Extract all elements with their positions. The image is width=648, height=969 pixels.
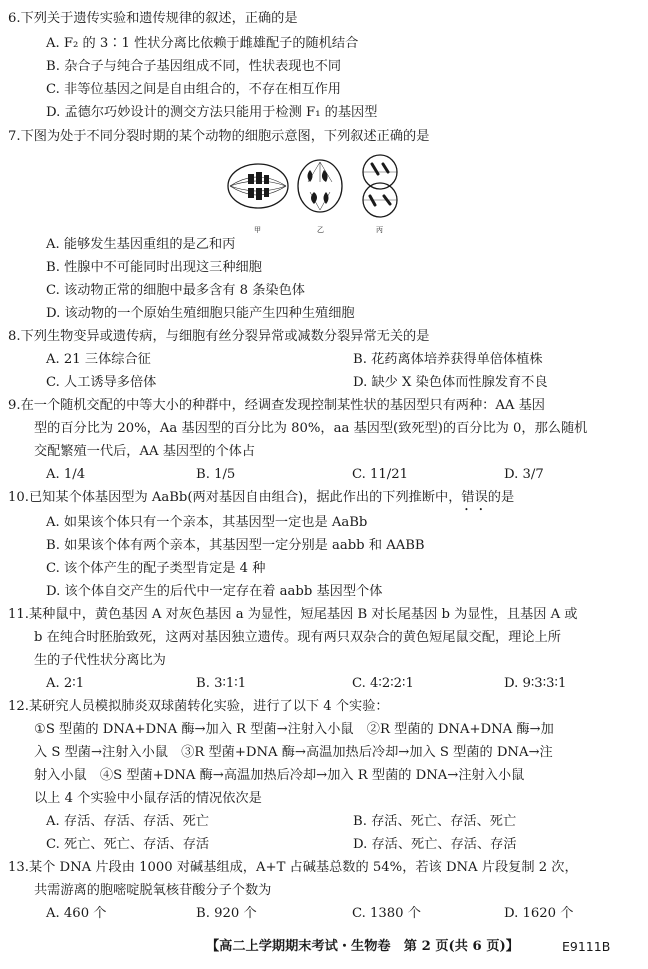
q9-option-d: D. 3/7 — [504, 467, 544, 482]
q12-option-b: B. 存活、死亡、存活、死亡 — [353, 814, 517, 829]
q13-option-a: A. 460 个 — [46, 906, 107, 921]
q8-option-d: D. 缺少 X 染色体而性腺发育不良 — [353, 375, 548, 390]
q8-option-a: A. 21 三体综合征 — [46, 352, 151, 367]
cell-division-figure — [220, 152, 420, 234]
q7-option-b: B. 性腺中不可能同时出现这三种细胞 — [46, 260, 262, 275]
q9-option-a: A. 1/4 — [46, 467, 86, 482]
q7-stem: 7.下图为处于不同分裂时期的某个动物的细胞示意图，下列叙述正确的是 — [8, 129, 430, 144]
q11-option-c: C. 4∶2∶2∶1 — [352, 676, 414, 691]
q10-stem-after: 的是 — [487, 490, 515, 505]
q12-option-c: C. 死亡、死亡、存活、存活 — [46, 837, 210, 852]
q7-option-a: A. 能够发生基因重组的是乙和丙 — [46, 237, 236, 252]
q12-option-d: D. 存活、死亡、存活、存活 — [353, 837, 517, 852]
q8-stem: 8.下列生物变异或遗传病，与细胞有丝分裂异常或减数分裂异常无关的是 — [8, 329, 430, 344]
q6-option-d: D. 孟德尔巧妙设计的测交方法只能用于检测 F₁ 的基因型 — [46, 105, 378, 120]
q9-option-c: C. 11/21 — [352, 467, 409, 482]
cell-jia — [228, 164, 288, 208]
q9-stem-line2: 型的百分比为 20%，Aa 基因型的百分比为 80%，aa 基因型(致死型)的百分比为 0，那么随机 — [34, 421, 588, 436]
q10-option-c: C. 该个体产生的配子类型肯定是 4 种 — [46, 561, 266, 576]
q7-option-d: D. 该动物的一个原始生殖细胞只能产生四种生殖细胞 — [46, 306, 355, 321]
q10-option-d: D. 该个体自交产生的后代中一定存在着 aabb 基因型个体 — [46, 584, 383, 599]
q10-stem — [8, 489, 514, 507]
q6-option-a: A. F₂ 的 3∶1 性状分离比依赖于雌雄配子的随机结合 — [46, 36, 359, 51]
q10-option-b: B. 如果该个体有两个亲本，其基因型一定分别是 aabb 和 AABB — [46, 538, 425, 553]
q8-option-c: C. 人工诱导多倍体 — [46, 375, 157, 390]
q11-stem-line3: 生的子代性状分离比为 — [34, 653, 166, 668]
label-bing: 丙 — [376, 226, 383, 234]
q10-stem-emphasis: 错误 • • — [461, 489, 487, 507]
q9-option-b: B. 1/5 — [196, 467, 236, 482]
q9-stem-line3: 交配繁殖一代后，AA 基因型的个体占 — [34, 444, 256, 459]
cell-yi — [298, 160, 342, 212]
q11-stem-line2: b 在纯合时胚胎致死，这两对基因独立遗传。现有两只双杂合的黄色短尾鼠交配，理论上所 — [34, 630, 561, 645]
q10-option-a: A. 如果该个体只有一个亲本，其基因型一定也是 AaBb — [46, 515, 368, 530]
q12-option-a: A. 存活、存活、存活、死亡 — [46, 814, 209, 829]
q12-stem-line3: 入 S 型菌→注射入小鼠 ③R 型菌+DNA 酶→高温加热后冷却→加入 S 型菌的 DNA→注 — [34, 745, 553, 760]
q13-option-b: B. 920 个 — [196, 906, 257, 921]
q13-stem-line2: 共需游离的胞嘧啶脱氧核苷酸分子个数为 — [34, 883, 272, 898]
q10-stem-before: 10.已知某个体基因型为 AaBb(两对基因自由组合)，据此作出的下列推断中， — [8, 490, 462, 505]
q11-option-d: D. 9∶3∶3∶1 — [504, 676, 567, 691]
q12-stem-line2: ①S 型菌的 DNA+DNA 酶→加入 R 型菌→注射入小鼠 ②R 型菌的 DNA+DNA 酶→加 — [34, 722, 554, 737]
q12-stem-line5: 以上 4 个实验中小鼠存活的情况依次是 — [34, 791, 262, 806]
q6-option-c: C. 非等位基因之间是自由组合的，不存在相互作用 — [46, 82, 341, 97]
q13-option-c: C. 1380 个 — [352, 906, 421, 921]
q12-stem-line4: 射入小鼠 ④S 型菌+DNA 酶→高温加热后冷却→加入 R 型菌的 DNA→注射入小鼠 — [34, 768, 525, 783]
q11-stem-line1: 11.某种鼠中，黄色基因 A 对灰色基因 a 为显性，短尾基因 B 对长尾基因 b 为显性，且基因 A 或 — [8, 607, 578, 622]
q6-stem: 6.下列关于遗传实验和遗传规律的叙述，正确的是 — [8, 11, 298, 26]
q7-option-c: C. 该动物正常的细胞中最多含有 8 条染色体 — [46, 283, 305, 298]
paper-code: E9111B — [562, 939, 611, 954]
q9-stem-line1: 9.在一个随机交配的中等大小的种群中，经调查发现控制某性状的基因型只有两种：AA 基因 — [8, 398, 545, 413]
q12-stem-line1: 12.某研究人员模拟肺炎双球菌转化实验，进行了以下 4 个实验： — [8, 699, 389, 714]
cell-bing — [363, 155, 397, 217]
label-yi: 乙 — [317, 226, 324, 234]
q13-stem-line1: 13.某个 DNA 片段由 1000 对碱基组成，A+T 占碱基总数的 54%，若该 DNA 片段复制 2 次， — [8, 860, 578, 875]
q13-option-d: D. 1620 个 — [504, 906, 574, 921]
q6-option-b: B. 杂合子与纯合子基因组成不同，性状表现也不同 — [46, 59, 342, 74]
page-footer: 【高二上学期期末考试・生物卷 第 2 页(共 6 页)】 — [206, 939, 519, 954]
label-jia: 甲 — [254, 226, 261, 234]
cell-diagrams — [220, 152, 420, 234]
q11-option-a: A. 2∶1 — [46, 676, 85, 691]
q11-option-b: B. 3∶1∶1 — [196, 676, 247, 691]
q8-option-b: B. 花药离体培养获得单倍体植株 — [353, 352, 543, 367]
